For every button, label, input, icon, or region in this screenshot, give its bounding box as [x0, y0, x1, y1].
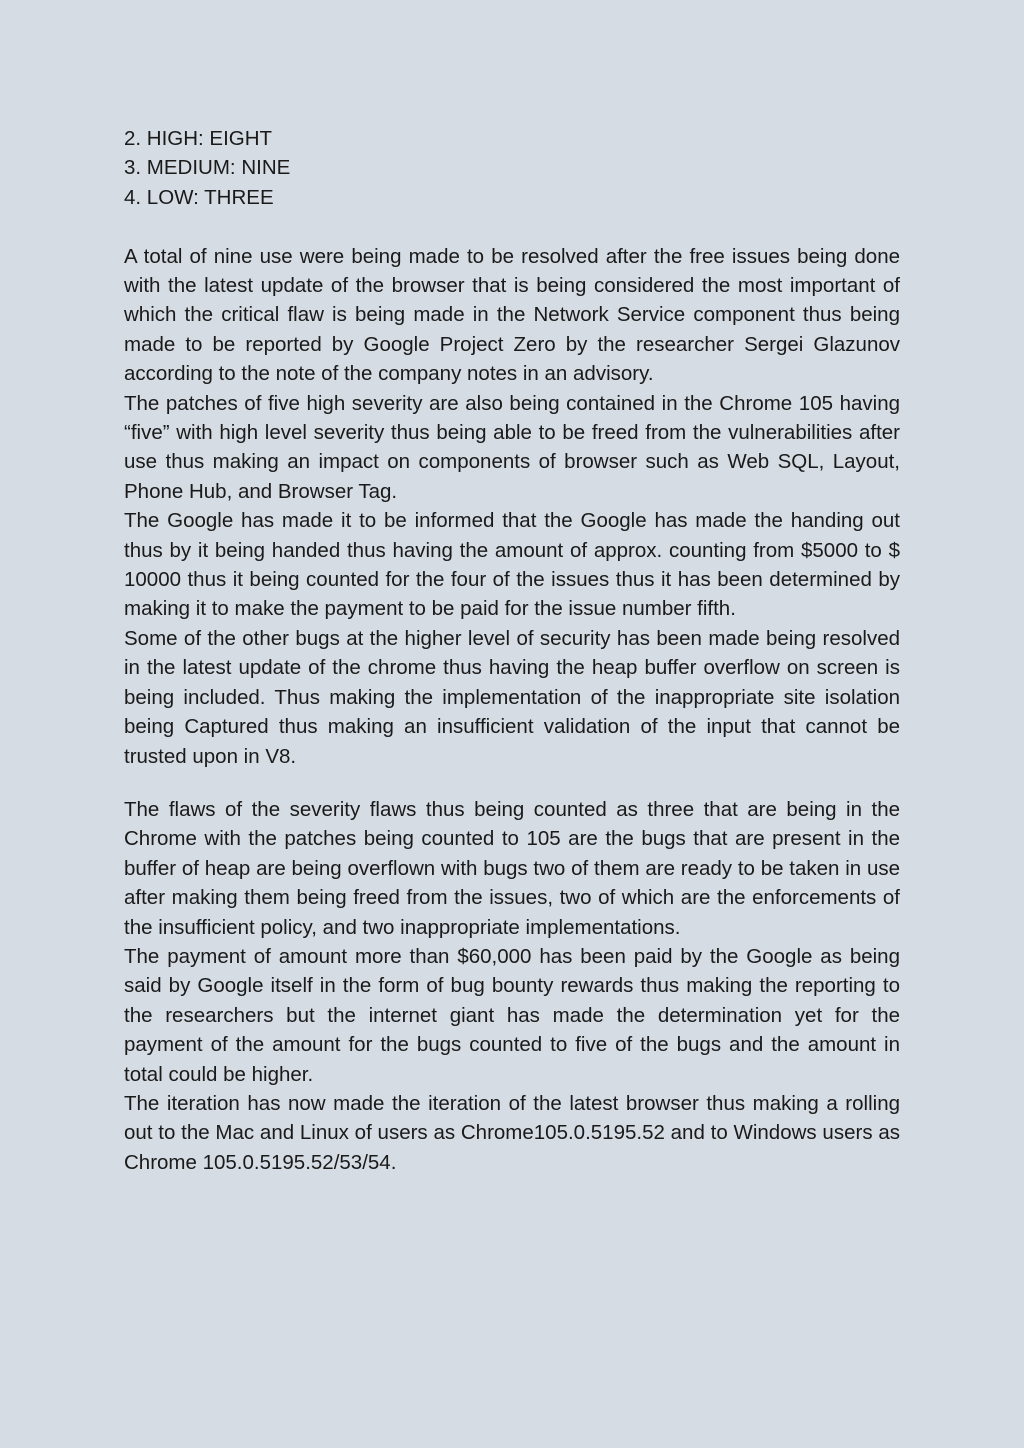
document-page: [124, 124, 900, 1177]
severity-item-medium: 3. MEDIUM: NINE: [124, 156, 291, 180]
severity-item-high: 2. HIGH: EIGHT: [124, 127, 273, 150]
severity-list: [124, 124, 900, 212]
spacer: [124, 212, 900, 241]
paragraph: A total of nine use were being made to be resolved after the free issues being done with the latest update of the browser that is being considered the most important of which the critical flaw is being made in the Network Service component thus being made to be reported by Google Project Zero by the researcher Sergei Glazunov according to the note of the company notes in an advisory.: [124, 244, 900, 386]
paragraph: Some of the other bugs at the higher level of security has been made being resolved in the latest update of the chrome thus having the heap buffer overflow on screen is being included. Thus making the implementation of the inappropriate site isolation being Captured thus making an insufficient validation of the input that cannot be trusted upon in V8.: [124, 626, 900, 768]
paragraph: The iteration has now made the iteration of the latest browser thus making a rolling out to the Mac and Linux of users as Chrome105.0.5195.52 and to Windows users as Chrome 105.0.5195.52/53/54.: [124, 1091, 900, 1174]
paragraph: The flaws of the severity flaws thus being counted as three that are being in the Chrome with the patches being counted to 105 are the bugs that are present in the buffer of heap are being overflown with bugs two of them are ready to be taken in use after making them being freed from the issues, two of which are the enforcements of the insufficient policy, and two inappropriate implementations.: [124, 797, 900, 939]
paragraph: The patches of five high severity are also being contained in the Chrome 105 having “five” with high level severity thus being able to be freed from the vulnerabilities after use thus making an impact on components of browser such as Web SQL, Layout, Phone Hub, and Browser Tag.: [124, 391, 900, 503]
paragraph: The payment of amount more than $60,000 has been paid by the Google as being said by Google itself in the form of bug bounty rewards thus making the reporting to the researchers but the internet giant has made the determination yet for the payment of the amount for the bugs counted to five of the bugs and the amount in total could be higher.: [124, 944, 900, 1086]
paragraph: The Google has made it to be informed that the Google has made the handing out thus by it being handed thus having the amount of approx. counting from $5000 to $ 10000 thus it being counted for the four of the issues thus it has been determined by making it to make the payment to be paid for the issue number fifth.: [124, 509, 900, 621]
section-1: [124, 242, 900, 771]
section-2: [124, 795, 900, 1177]
severity-item-low: 4. LOW: THREE: [124, 185, 274, 209]
spacer: [124, 771, 900, 795]
